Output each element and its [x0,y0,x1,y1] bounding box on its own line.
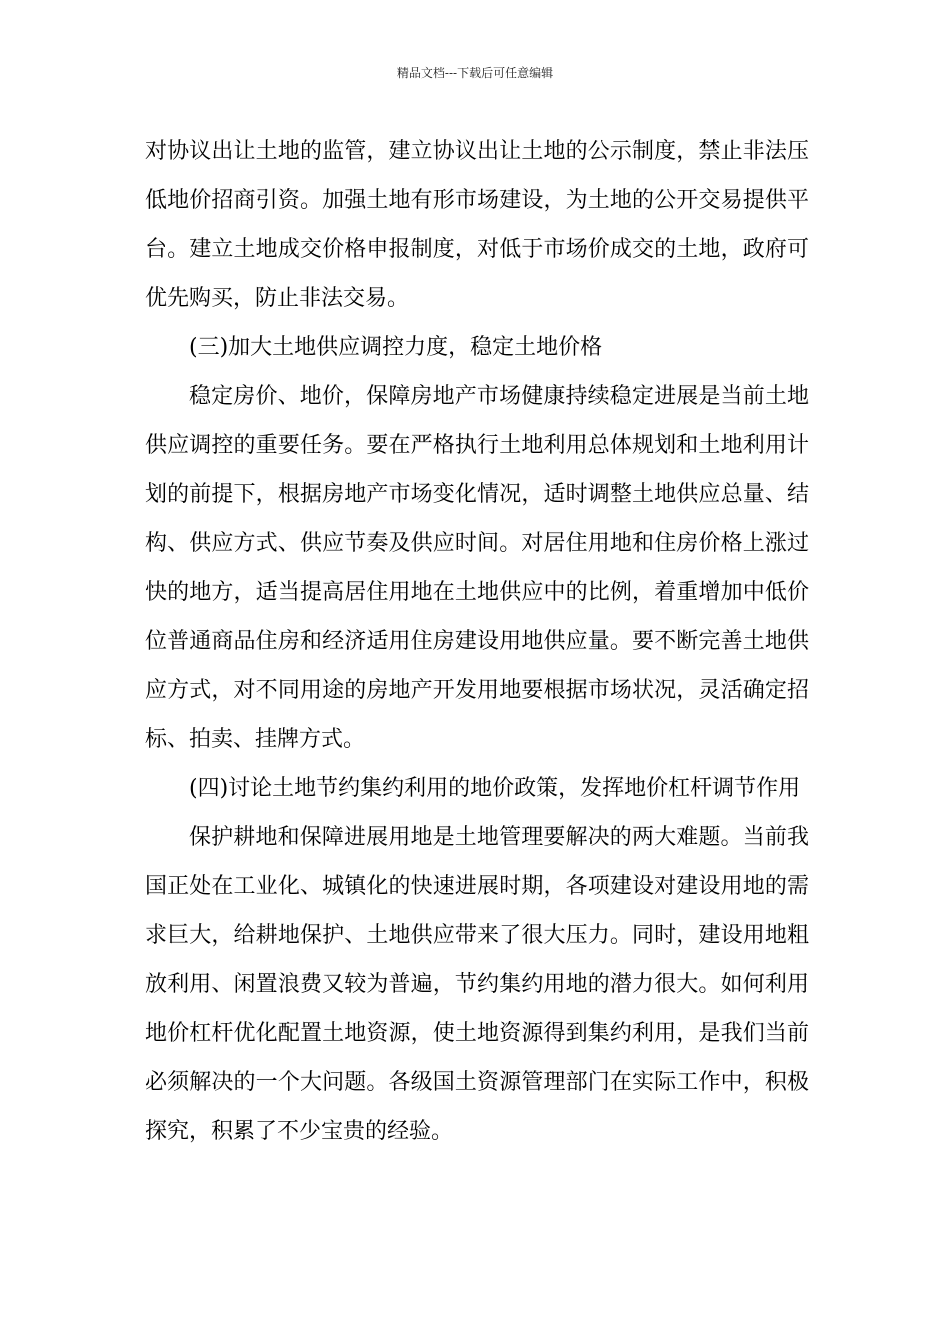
paragraph-land-agreement-supervision: 对协议出让土地的监管，建立协议出让土地的公示制度，禁止非法压低地价招商引资。加强土地有形市场建设，为土地的公开交易提供平台。建立土地成交价格申报制度，对低于市场价成交的土地，政府可优先购买，防止非法交易。 [145,139,809,311]
paragraph-land-supply-regulation: 稳定房价、地价，保障房地产市场健康持续稳定进展是当前土地供应调控的重要任务。要在严格执行土地利用总体规划和土地利用计划的前提下，根据房地产市场变化情况，适时调整土地供应总量、结构、供应方式、供应节奏及供应时间。对居住用地和住房价格上涨过快的地方，适当提高居住用地在土地供应中的比例，着重增加中低价位普通商品住房和经济适用住房建设用地供应量。要不断完善土地供应方式，对不同用途的房地产开发用地要根据市场状况，灵活确定招标、拍卖、挂牌方式。 [145,384,809,752]
section-heading-three: (三)加大土地供应调控力度，稳定土地价格 [189,335,603,360]
section-heading-four: (四)讨论土地节约集约利用的地价政策，发挥地价杠杆调节作用 [189,776,801,801]
page-header: 精品文档---下载后可任意编辑 [396,66,554,80]
paragraph-land-conservation: 保护耕地和保障进展用地是土地管理要解决的两大难题。当前我国正处在工业化、城镇化的快速进展时期，各项建设对建设用地的需求巨大，给耕地保护、土地供应带来了很大压力。同时，建设用地粗放利用、闲置浪费又较为普遍，节约集约用地的潜力很大。如何利用地价杠杆优化配置土地资源，使土地资源得到集约利用，是我们当前必须解决的一个大问题。各级国土资源管理部门在实际工作中，积极探究，积累了不少宝贵的经验。 [145,825,809,1144]
document-body [145,127,809,1156]
